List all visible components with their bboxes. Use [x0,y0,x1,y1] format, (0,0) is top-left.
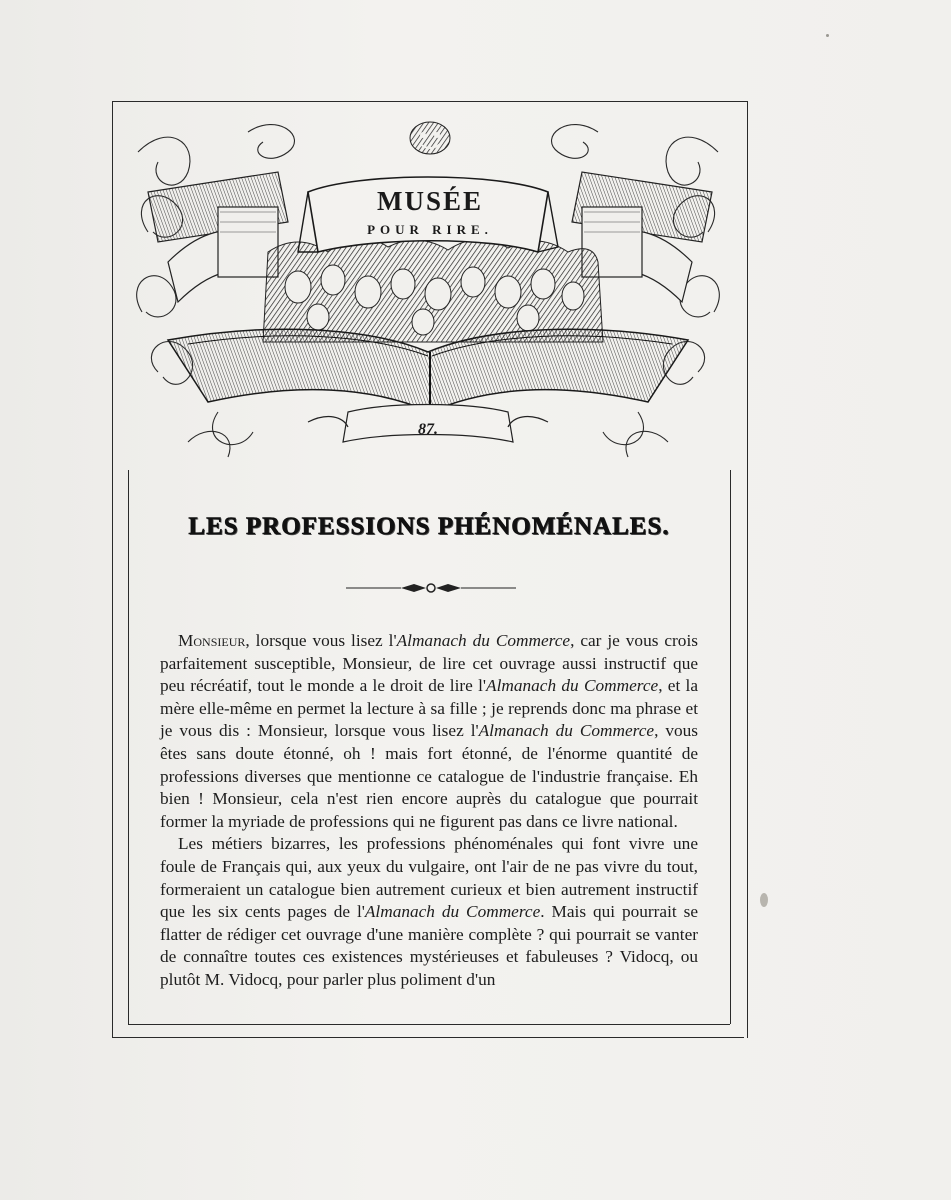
italic-title-text: Almanach du Commerce [396,631,571,650]
article-body [160,630,698,992]
italic-title-text: Almanach du Commerce [364,902,541,922]
mask-ornament [410,122,450,154]
inner-frame-left-rule [128,470,129,1024]
paragraph-text: , car je vous crois parfaitement susceptible, Monsieur, de lire cet ouvrage aussi instructif que peu récréatif, tout le monde a le droit de lire l' [160,631,698,696]
article-paragraph [160,630,698,833]
article-title: LES PROFESSIONS PHÉNOMÉNALES. [188,513,670,540]
paragraph-text: . Mais qui pourrait se flatter de rédiger cet ouvrage d'une manière complète ? qui pourrait se vanter de connaître toutes ces existences mystérieuses et fabuleuses ? Vidocq, ou plutôt M. Vidocq, pour parler plus poliment d'un [160,902,698,989]
italic-title-text: Almanach du Commerce [486,676,659,696]
banner-title-text: MUSÉE [376,186,484,216]
plate-cartouche [308,405,548,443]
outer-frame-bottom-rule [112,1037,744,1038]
header-engraving [128,112,732,472]
italic-title-text: Almanach du Commerce [478,721,655,741]
inner-frame-right-rule [730,470,731,1024]
paragraph-text: Monsieur [178,631,246,650]
title-ornament [346,580,516,596]
banner-subtitle-text: POUR RIRE. [367,222,493,237]
paper-speck [760,893,768,907]
article-paragraph [160,833,698,991]
paragraph-text: , lorsque vous lisez l' [245,631,397,650]
crowd-illustration [263,238,603,342]
paragraph-text: , vous êtes sans doute étonné, oh ! mais fort étonné, de l'énorme quantité de professions diverses que mentionne ce catalogue de l'industrie française. Eh bien ! Monsieur, cela n'est rien encore auprès du catalogue que pourrait former la myriade de professions qui ne figurent pas dans ce livre national. [160,721,698,831]
inner-frame-bottom-rule [128,1024,730,1025]
paper-speck [826,34,829,37]
paragraph-text: , et la mère elle-même en permet la lecture à sa fille ; je reprends donc ma phrase et je vous dis : Monsieur, lorsque vous lisez l' [160,676,699,741]
plate-number: 87. [418,421,438,438]
title-banner [298,177,558,252]
paragraph-text: Les métiers bizarres, les professions phénoménales qui font vivre une foule de Français qui, aux yeux du vulgaire, ont l'air de ne pas vivre du tout, formeraient un catalogue bien autrement curieux et bien autrement instructif que les six cents pages de l' [160,834,698,922]
